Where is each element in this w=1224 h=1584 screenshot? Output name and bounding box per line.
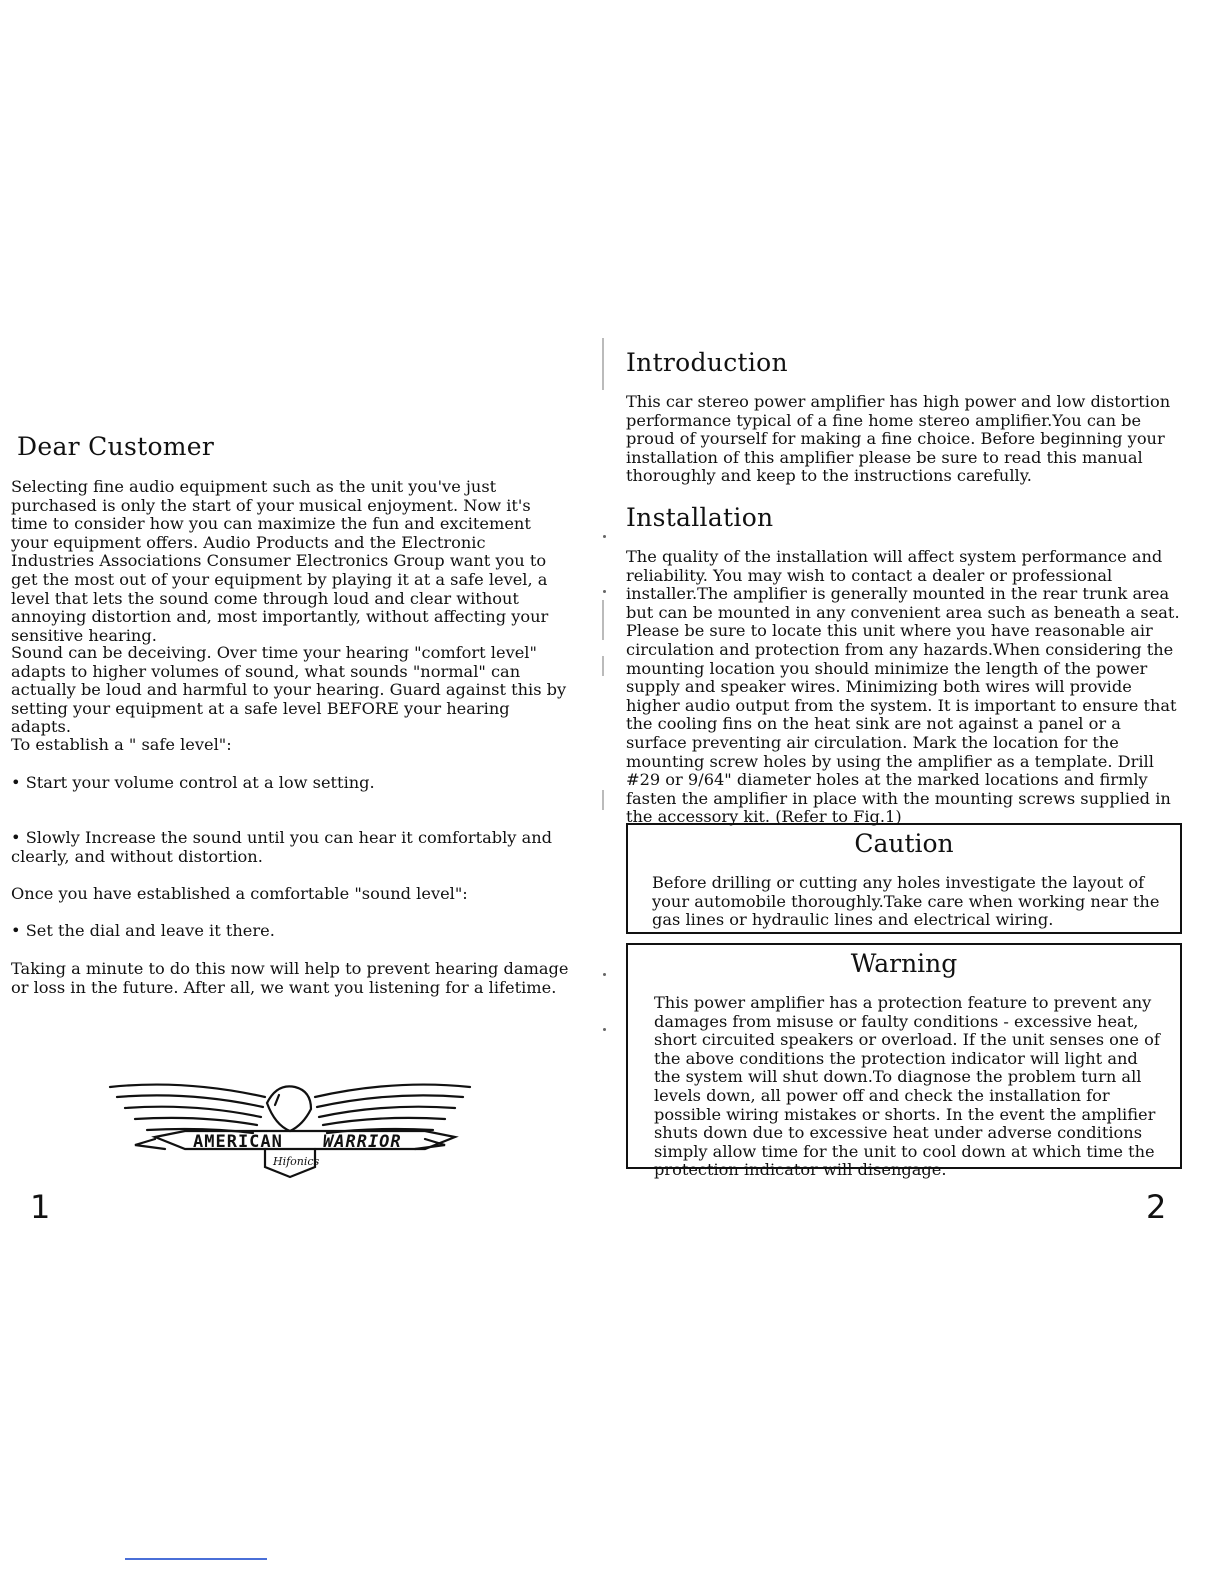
warning-box	[626, 943, 1182, 1180]
scan-speck	[603, 973, 606, 976]
bullet-set-dial: • Set the dial and leave it there.	[11, 921, 275, 940]
scan-speck	[603, 590, 606, 593]
logo-text-american: AMERICAN	[193, 1132, 283, 1152]
caution-box	[626, 823, 1182, 934]
intro-paragraph: Selecting fine audio equipment such as the unit you've just purchased is only the start of your musical enjoyment. Now it's time to consider how you can maximize the fun and excitement your equipment offers. Audio Products and the Electronic Industries Associations Consumer Electronics Group want you to get the most out of your equipment by playing it at a safe level, a level that lets the sound come through loud and clear without annoying distortion and, most importantly, without affecting your sensitive hearing.	[11, 477, 549, 645]
warning-text: This power amplifier has a protection feature to prevent any damages from misuse or faulty conditions - excessive heat, short circuited speakers or overload. If the unit senses one of the above conditions the protection indicator will light and the system will shut down.To diagnose the problem turn all levels down, all power off and check the installation for possible wiring mistakes or shorts. In the event the amplifier shuts down due to excessive heat under adverse conditions simply allow time for the unit to cool down at which time the protection indicator will disengage.	[654, 993, 1160, 1180]
bullet-increase-sound: • Slowly Increase the sound until you can hear it comfortably and clearly, and without distortion.	[11, 828, 553, 866]
warning-title: Warning	[850, 949, 958, 978]
gutter-line	[602, 338, 604, 390]
gutter-line	[602, 790, 604, 810]
bullet-start-volume: • Start your volume control at a low setting.	[11, 773, 375, 792]
introduction-text: This car stereo power amplifier has high power and low distortion performance typical of a fine home stereo amplifier.You can be proud of yourself for making a fine choice. Before beginning your installation of this amplifier please be sure to read this manual thoroughly and keep to the instructions carefully.	[626, 392, 1171, 486]
scan-underline	[125, 1558, 267, 1560]
logo-text-warrior: WARRIOR	[323, 1132, 402, 1152]
page-number-left: 1	[30, 1188, 51, 1226]
hearing-paragraph: Sound can be deceiving. Over time your hearing "comfort level" adapts to higher volumes of sound, what sounds "normal" can actually be loud and harmful to your hearing. Guard against this by setting your equipment at a safe level BEFORE your hearing adapts.	[11, 643, 567, 737]
page-number-right: 2	[1146, 1188, 1167, 1226]
gutter-line	[602, 600, 604, 640]
gutter-line	[602, 656, 604, 676]
introduction-heading: Introduction	[626, 348, 788, 377]
caution-title: Caution	[854, 829, 954, 858]
scan-speck	[603, 535, 606, 538]
american-warrior-logo	[105, 1075, 475, 1180]
scan-speck	[603, 1028, 606, 1031]
dear-customer-heading: Dear Customer	[17, 432, 215, 461]
closing-paragraph: Taking a minute to do this now will help to prevent hearing damage or loss in the future. After all, we want you listening for a lifetime.	[11, 959, 569, 997]
installation-text: The quality of the installation will affect system performance and reliability. You may wish to contact a dealer or professional installer.The amplifier is generally mounted in the rear trunk area but can be mounted in any convenient area such as beneath a seat. Please be sure to locate this unit where you have reasonable air circulation and protection from any hazards.When considering the mounting location you should minimize the length of the power supply and speaker wires. Minimizing both wires will provide higher audio output from the system. It is important to ensure that the cooling fins on the heat sink are not against a panel or a surface preventing air circulation. Mark the location for the mounting screw holes by using the amplifier as a template. Drill #29 or 9/64" diameter holes at the marked locations and firmly fasten the amplifier in place with the mounting screws supplied in the accessory kit. (Refer to Fig.1)	[626, 547, 1180, 827]
logo-signature: Hifonics	[273, 1155, 320, 1168]
installation-heading: Installation	[626, 503, 774, 532]
safe-level-intro: To establish a " safe level":	[11, 735, 232, 754]
caution-text: Before drilling or cutting any holes investigate the layout of your automobile thoroughly.Take care when working near the gas lines or hydraulic lines and electrical wiring.	[652, 873, 1160, 930]
sound-level-intro: Once you have established a comfortable "sound level":	[11, 884, 468, 903]
